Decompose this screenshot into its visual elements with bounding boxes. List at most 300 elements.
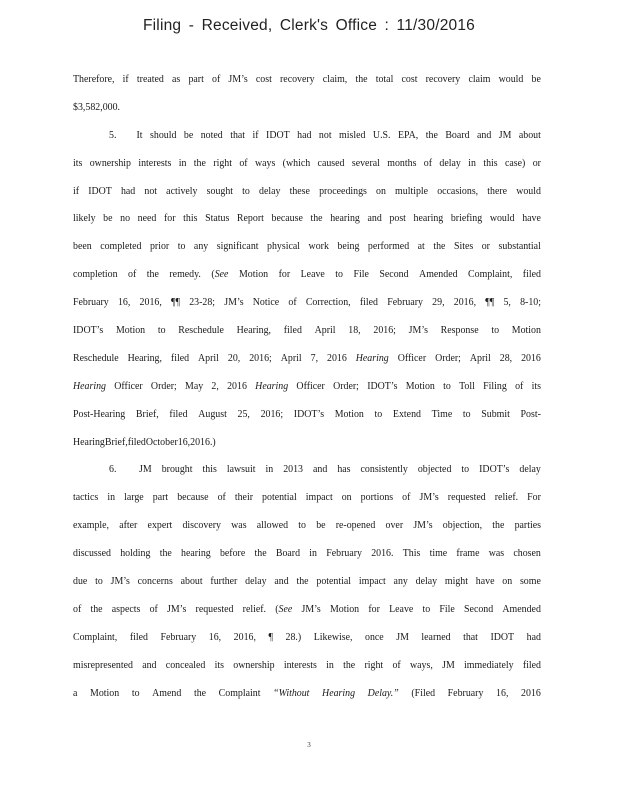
word: example, xyxy=(73,519,110,532)
word: 16, xyxy=(496,686,509,699)
document-body xyxy=(73,66,541,707)
word: chosen xyxy=(513,547,541,560)
word: 2016; xyxy=(373,324,396,337)
word: of xyxy=(515,379,524,392)
word: on xyxy=(502,575,513,588)
word: EPA, xyxy=(397,128,419,141)
word: tactics xyxy=(73,491,99,504)
word: and xyxy=(274,575,289,588)
word: JM’s xyxy=(301,602,321,615)
word: Post- xyxy=(520,407,541,420)
word: filed xyxy=(522,658,541,671)
text-line xyxy=(73,429,541,457)
word: portions xyxy=(360,491,394,504)
text-line xyxy=(73,66,541,94)
word: discovery xyxy=(182,519,221,532)
word: about xyxy=(518,128,541,141)
word: holding xyxy=(120,547,151,560)
word: requested xyxy=(447,491,486,504)
word: delay xyxy=(259,184,281,197)
word: been xyxy=(73,240,92,253)
word: or xyxy=(532,156,541,169)
word: in xyxy=(468,156,476,169)
word: right xyxy=(364,658,384,671)
word: of xyxy=(392,658,401,671)
text-line xyxy=(73,233,541,261)
word: ¶¶ xyxy=(171,296,181,309)
word: relief. xyxy=(494,491,519,504)
text-line xyxy=(73,652,541,680)
word: brought xyxy=(161,463,193,476)
word: for xyxy=(163,212,176,225)
word: 2016 xyxy=(521,686,541,699)
word: JM’s xyxy=(419,491,439,504)
word: had xyxy=(120,184,136,197)
word: (See xyxy=(275,602,293,615)
word: April xyxy=(280,351,302,364)
word: U.S. xyxy=(372,128,391,141)
word: interests xyxy=(283,658,317,671)
word: Board xyxy=(445,128,470,141)
word: recovery xyxy=(280,73,315,85)
word: to xyxy=(461,463,470,476)
word: this xyxy=(183,212,198,225)
text-line xyxy=(73,624,541,652)
word: IDOT’s xyxy=(479,463,510,476)
word: filed xyxy=(170,351,190,364)
word: Brief, xyxy=(104,435,128,448)
text-line xyxy=(73,205,541,233)
word: be xyxy=(183,128,194,141)
word: potential xyxy=(316,575,352,588)
word: the xyxy=(425,128,438,141)
word: the xyxy=(146,268,159,281)
word: on xyxy=(341,491,352,504)
word: noted xyxy=(200,128,223,141)
word: for xyxy=(278,268,291,281)
word: $3,582,000. xyxy=(73,100,121,113)
word: has xyxy=(337,463,351,476)
word: filed xyxy=(359,296,379,309)
word: any xyxy=(193,240,209,253)
word: Hearing, xyxy=(236,324,272,337)
word: the xyxy=(193,686,207,699)
word: not xyxy=(318,128,332,141)
word: 2016; xyxy=(260,407,284,420)
word: had xyxy=(526,630,541,643)
word: Extend xyxy=(392,407,421,420)
word: misled xyxy=(339,128,366,141)
word: to xyxy=(491,324,500,337)
word: Motion xyxy=(334,407,364,420)
word: 2016 xyxy=(521,351,541,364)
word: Officer xyxy=(296,379,325,392)
word: sought xyxy=(206,184,234,197)
text-line xyxy=(73,178,541,206)
word: or xyxy=(481,240,490,253)
word: the xyxy=(433,240,446,253)
word: August xyxy=(198,407,227,420)
text-line xyxy=(73,261,541,289)
word: frame xyxy=(456,547,480,560)
word: Complaint, xyxy=(468,268,513,281)
word: filed xyxy=(129,630,148,643)
word: 2013 xyxy=(283,463,303,476)
word: Amended xyxy=(419,268,458,281)
word: Motion xyxy=(238,268,269,281)
word: in xyxy=(178,156,187,169)
text-line xyxy=(73,568,541,596)
word: 5. xyxy=(109,128,117,141)
word: Reschedule xyxy=(73,351,119,364)
text-line xyxy=(73,512,541,540)
word: because xyxy=(271,212,303,225)
word: interests xyxy=(138,156,172,169)
word: Reschedule xyxy=(178,324,224,337)
word: JM xyxy=(498,128,512,141)
word: not xyxy=(144,184,158,197)
word: Amended xyxy=(502,602,541,615)
text-line xyxy=(73,540,541,568)
word: Board xyxy=(275,547,301,560)
text-line xyxy=(73,94,541,122)
word: ways xyxy=(254,156,276,169)
word: to xyxy=(443,379,451,392)
word: as xyxy=(172,73,181,85)
word: 5, xyxy=(503,296,511,309)
word: ownership xyxy=(89,156,131,169)
word: to xyxy=(242,184,250,197)
word: Complaint, xyxy=(73,630,118,643)
word: some xyxy=(519,575,541,588)
word: immediately xyxy=(464,658,514,671)
word: IDOT’s xyxy=(73,324,104,337)
word: Delay.” xyxy=(367,686,399,699)
word: 6. xyxy=(109,463,117,476)
word: impact xyxy=(305,491,333,504)
word: ¶¶ xyxy=(485,296,495,309)
text-line xyxy=(73,456,541,484)
word: would xyxy=(498,73,524,85)
text-line xyxy=(73,317,541,345)
word: actively xyxy=(166,184,198,197)
word: hearing xyxy=(413,212,444,225)
word: delay xyxy=(245,575,267,588)
word: Order; xyxy=(150,379,177,392)
word: recovery xyxy=(425,73,461,85)
text-line xyxy=(73,484,541,512)
word: JM’s xyxy=(408,324,428,337)
word: ways, xyxy=(410,658,433,671)
word: any xyxy=(393,575,408,588)
word: further xyxy=(210,575,238,588)
word: claim xyxy=(468,73,491,85)
word: in xyxy=(309,547,317,560)
word: 7, xyxy=(310,351,319,364)
word: This xyxy=(402,547,421,560)
word: have xyxy=(475,575,495,588)
word: February xyxy=(387,296,423,309)
word: the xyxy=(355,73,368,85)
word: the xyxy=(159,547,172,560)
word: April xyxy=(198,351,219,364)
word: Hearing xyxy=(355,351,389,364)
word: Motion xyxy=(115,324,146,337)
word: IDOT’s xyxy=(367,379,398,392)
word: JM xyxy=(139,463,152,476)
word: to xyxy=(335,268,344,281)
word: there xyxy=(487,184,508,197)
word: parties xyxy=(514,519,541,532)
word: allowed xyxy=(256,519,289,532)
word: completed xyxy=(100,240,142,253)
word: Filing xyxy=(483,379,507,392)
word: the xyxy=(296,575,309,588)
text-line xyxy=(73,596,541,624)
word: post xyxy=(389,212,406,225)
word: due xyxy=(73,575,88,588)
word: ownership xyxy=(233,658,275,671)
word: Officer xyxy=(397,351,427,364)
word: delay xyxy=(519,463,541,476)
word: completion xyxy=(73,268,118,281)
word: to xyxy=(422,602,431,615)
word: consistently xyxy=(360,463,408,476)
word: Hearing xyxy=(73,435,105,448)
word: in xyxy=(326,658,334,671)
word: occasions, xyxy=(437,184,479,197)
word: Leave xyxy=(389,602,414,615)
word: if xyxy=(73,184,80,197)
word: 28, xyxy=(499,351,513,364)
word: JM’s xyxy=(167,602,187,615)
word: performed xyxy=(367,240,410,253)
word: February xyxy=(326,547,362,560)
word: 28.) xyxy=(285,630,302,643)
word: was xyxy=(231,519,247,532)
word: case) xyxy=(505,156,526,169)
word: February xyxy=(73,296,109,309)
word: lawsuit xyxy=(226,463,256,476)
word: proceedings xyxy=(319,184,367,197)
word: hearing xyxy=(181,547,211,560)
word: February xyxy=(447,686,484,699)
word: would xyxy=(516,184,541,197)
word: the xyxy=(492,519,505,532)
word: Hearing, xyxy=(127,351,162,364)
word: to xyxy=(374,407,383,420)
word: Officer xyxy=(114,379,143,392)
word: 2016 xyxy=(227,379,247,392)
word: Post-Hearing xyxy=(73,407,126,420)
word: objection, xyxy=(442,519,483,532)
page-number: 3 xyxy=(307,741,311,749)
word: should xyxy=(150,128,177,141)
word: being xyxy=(337,240,360,253)
word: work xyxy=(308,240,329,253)
word: cost xyxy=(255,73,272,85)
text-line xyxy=(73,373,541,401)
word: of xyxy=(128,268,137,281)
word: of xyxy=(212,73,221,85)
word: October xyxy=(145,435,178,448)
word: 20, xyxy=(227,351,241,364)
word: of xyxy=(239,156,248,169)
word: Hearing xyxy=(73,379,107,392)
word: to xyxy=(177,240,186,253)
word: relief. xyxy=(242,602,267,615)
word: JM’s xyxy=(228,73,248,85)
word: prior xyxy=(149,240,170,253)
word: caused xyxy=(317,156,345,169)
word: concerns xyxy=(137,575,173,588)
text-line xyxy=(73,122,541,150)
text-line xyxy=(73,289,541,317)
word: and xyxy=(313,463,328,476)
word: hearing xyxy=(330,212,360,225)
word: the xyxy=(90,602,103,615)
word: filed xyxy=(127,435,146,448)
word: need xyxy=(137,212,157,225)
word: no xyxy=(120,212,131,225)
word: for xyxy=(368,602,380,615)
word: cost xyxy=(401,73,418,85)
word: filed xyxy=(522,268,541,281)
word: of xyxy=(217,491,226,504)
word: requested xyxy=(195,602,234,615)
word: JM’s xyxy=(110,575,130,588)
word: Second xyxy=(379,268,409,281)
word: right xyxy=(213,156,232,169)
word: its xyxy=(531,379,541,392)
word: 2016, xyxy=(453,296,477,309)
word: the xyxy=(254,547,267,560)
word: briefing xyxy=(450,212,483,225)
word: filed xyxy=(283,324,302,337)
word: claim, xyxy=(322,73,348,85)
word: File xyxy=(353,268,369,281)
word: 29, xyxy=(432,296,445,309)
word: (which xyxy=(282,156,311,169)
word: IDOT xyxy=(88,184,112,197)
word: objected xyxy=(417,463,452,476)
word: physical xyxy=(267,240,301,253)
word: April xyxy=(314,324,336,337)
word: had xyxy=(297,128,312,141)
word: to xyxy=(157,324,166,337)
word: IDOT xyxy=(266,128,290,141)
word: It xyxy=(136,128,143,141)
word: 2016, xyxy=(233,630,256,643)
word: if xyxy=(252,128,259,141)
word: of xyxy=(402,491,411,504)
word: and xyxy=(142,658,157,671)
word: at xyxy=(417,240,425,253)
word: aspects xyxy=(111,602,141,615)
word: File xyxy=(439,602,455,615)
word: treated xyxy=(136,73,164,85)
word: expert xyxy=(147,519,173,532)
word: Hearing xyxy=(255,379,289,392)
word: 2016, xyxy=(139,296,162,309)
word: of xyxy=(149,602,158,615)
word: and xyxy=(367,212,382,225)
word: ¶ xyxy=(268,630,273,643)
word: delay xyxy=(415,575,438,588)
word: time xyxy=(429,547,448,560)
word: to xyxy=(95,575,103,588)
word: (See xyxy=(211,268,229,281)
word: several xyxy=(351,156,380,169)
word: about xyxy=(180,575,203,588)
word: of xyxy=(288,296,297,309)
word: concealed xyxy=(165,658,206,671)
word: part xyxy=(152,491,169,504)
word: that xyxy=(463,630,478,643)
word: and xyxy=(476,128,492,141)
text-line xyxy=(73,401,541,429)
word: months xyxy=(387,156,417,169)
word: Status xyxy=(205,212,230,225)
word: Response xyxy=(440,324,479,337)
word: be xyxy=(103,212,113,225)
word: impact xyxy=(358,575,386,588)
word: 16, xyxy=(117,296,131,309)
word: 2016. xyxy=(371,547,394,560)
word: to xyxy=(462,407,471,420)
word: Likewise, xyxy=(313,630,353,643)
word: 16, xyxy=(177,435,191,448)
word: Sites xyxy=(453,240,474,253)
word: remedy. xyxy=(169,268,201,281)
word: Motion xyxy=(329,602,360,615)
word: was xyxy=(488,547,505,560)
word: 2016.) xyxy=(190,435,216,448)
text-line xyxy=(73,680,541,708)
word: (Filed xyxy=(411,686,436,699)
word: might xyxy=(444,575,468,588)
word: May xyxy=(185,379,204,392)
word: be xyxy=(531,73,541,85)
word: JM’s xyxy=(413,519,433,532)
word: 23-28; xyxy=(189,296,216,309)
word: after xyxy=(119,519,138,532)
word: to xyxy=(298,519,307,532)
word: before xyxy=(219,547,246,560)
word: that xyxy=(230,128,246,141)
word: multiple xyxy=(395,184,429,197)
word: Submit xyxy=(481,407,510,420)
word: Motion xyxy=(90,686,120,699)
word: the xyxy=(310,212,323,225)
word: if xyxy=(122,73,129,85)
paragraph-lines xyxy=(73,66,541,707)
word: misrepresented xyxy=(73,658,133,671)
word: this xyxy=(483,156,498,169)
text-line xyxy=(73,150,541,178)
word: Motion xyxy=(511,324,541,337)
word: “Without xyxy=(273,686,310,699)
word: potential xyxy=(262,491,297,504)
word: its xyxy=(214,658,225,671)
word: total xyxy=(375,73,394,85)
word: re-opened xyxy=(335,519,376,532)
word: IDOT xyxy=(490,630,515,643)
word: Correction, xyxy=(305,296,351,309)
word: For xyxy=(527,491,541,504)
word: its xyxy=(73,156,83,169)
word: once xyxy=(365,630,384,643)
